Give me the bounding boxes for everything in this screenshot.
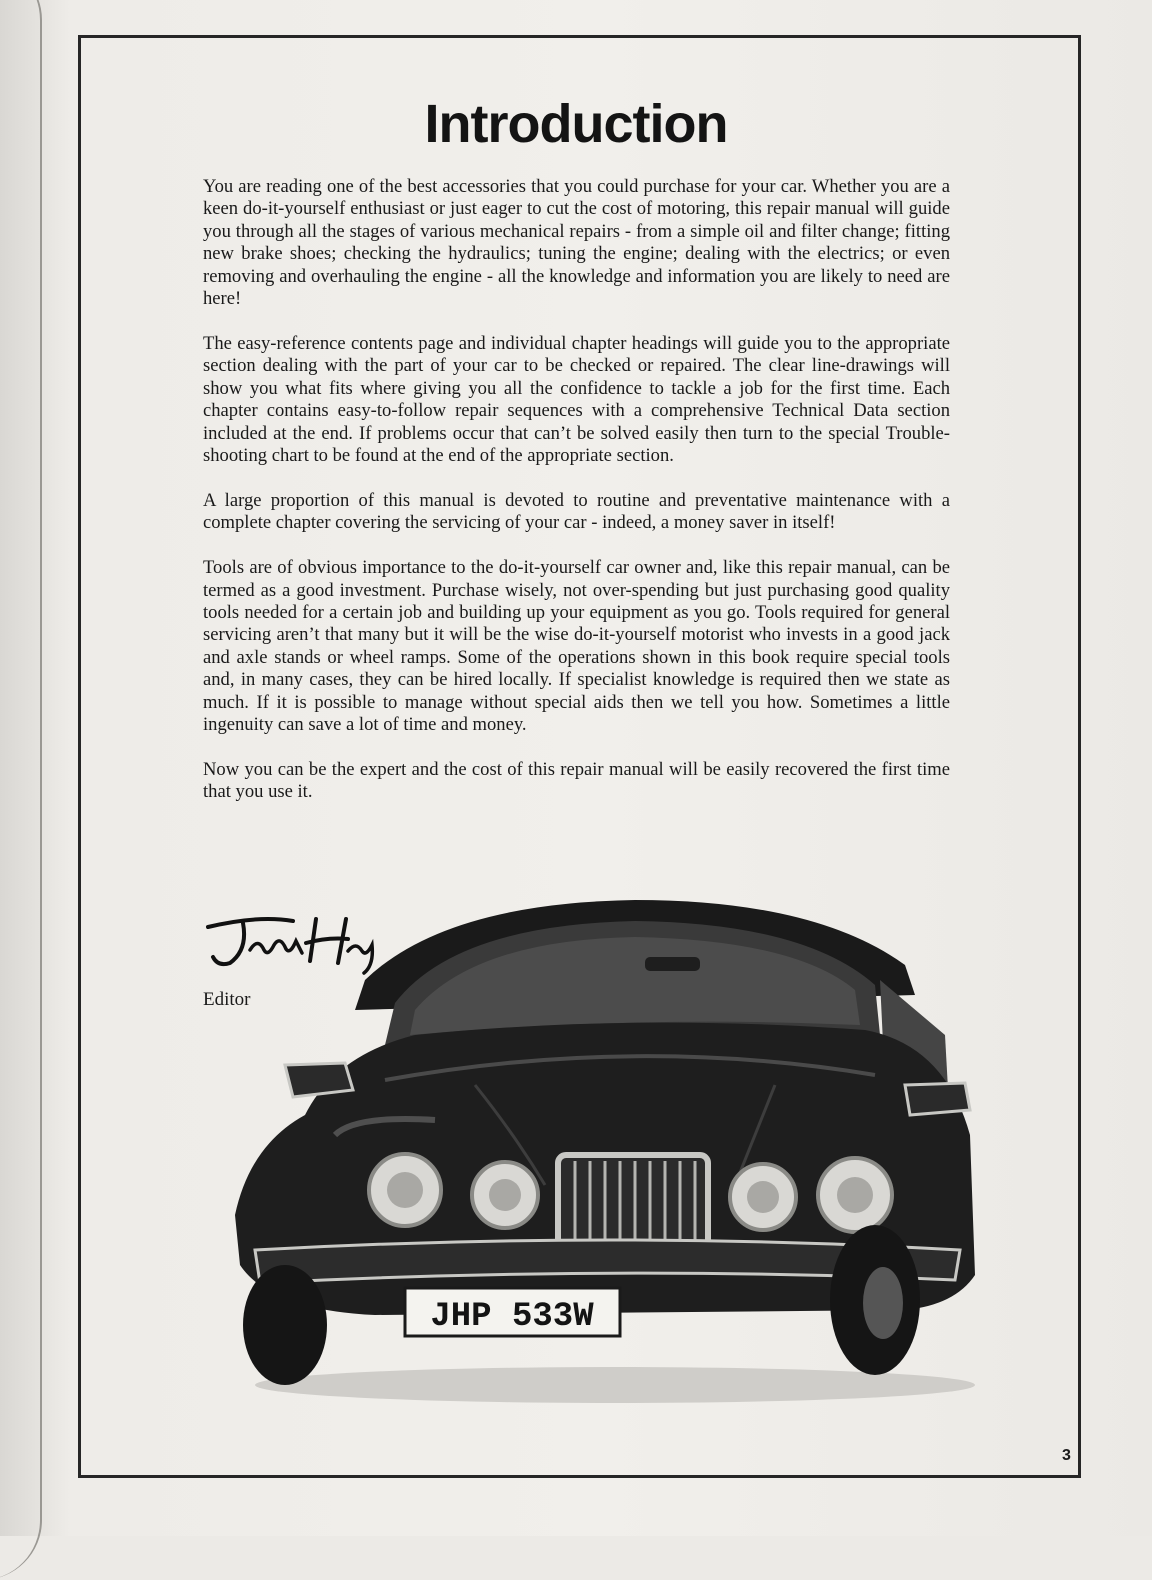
paragraph-3: A large proportion of this manual is devoted to routine and preventative maintenance with a complete chapter covering the servicing of your car - indeed, a money saver in itself! [203, 489, 950, 534]
license-plate-text: JHP 533W [430, 1298, 594, 1336]
paragraph-1: You are reading one of the best accessories that you could purchase for your car. Whether you are a keen do-it-yourself enthusiast or just eager to cut the cost of motoring, this repair manual will guide you through all the stages of various mechanical repairs - from a simple oil and filter change; fitting new brake shoes; checking the hydraulics; tuning the engine; dealing with the electrics; or even removing and overhauling the engine - all the knowledge and information you are likely to need are here! [203, 176, 950, 310]
introduction-body [203, 176, 950, 826]
page-title: Introduction [424, 94, 728, 154]
editor-label: Editor [203, 989, 251, 1010]
paragraph-4: Tools are of obvious importance to the do-it-yourself car owner and, like this repair manual, can be termed as a good investment. Purchase wisely, not over-spending but just purchasing good quality tools needed for a certain job and building up your equipment as you go. Tools required for general servicing aren’t that many but it will be the wise do-it-yourself motorist who invests in a good jack and axle stands or wheel ramps. Some of the operations shown in this book require special tools and, in many cases, they can be hired locally. If specialist knowledge is required then we state as much. If it is possible to manage without special aids then we tell you how. Sometimes a little ingenuity can save a lot of time and money. [203, 557, 950, 736]
page-number: 3 [1062, 1447, 1071, 1464]
editor-signature [198, 905, 388, 975]
paragraph-5: Now you can be the expert and the cost of this repair manual will be easily recovered the first time that you use it. [203, 758, 950, 803]
paragraph-2: The easy-reference contents page and individual chapter headings will guide you to the appropriate section dealing with the part of your car to be checked or repaired. The clear line-drawings will show you what fits where giving you all the confidence to tackle a job for the first time. Each chapter contains easy-to-follow repair sequences with a comprehensive Technical Data section included at the end. If problems occur that can’t be solved easily then turn to the special Trouble-shooting chart to be found at the end of the appropriate section. [203, 332, 950, 466]
facing-page-edge [0, 0, 42, 1580]
